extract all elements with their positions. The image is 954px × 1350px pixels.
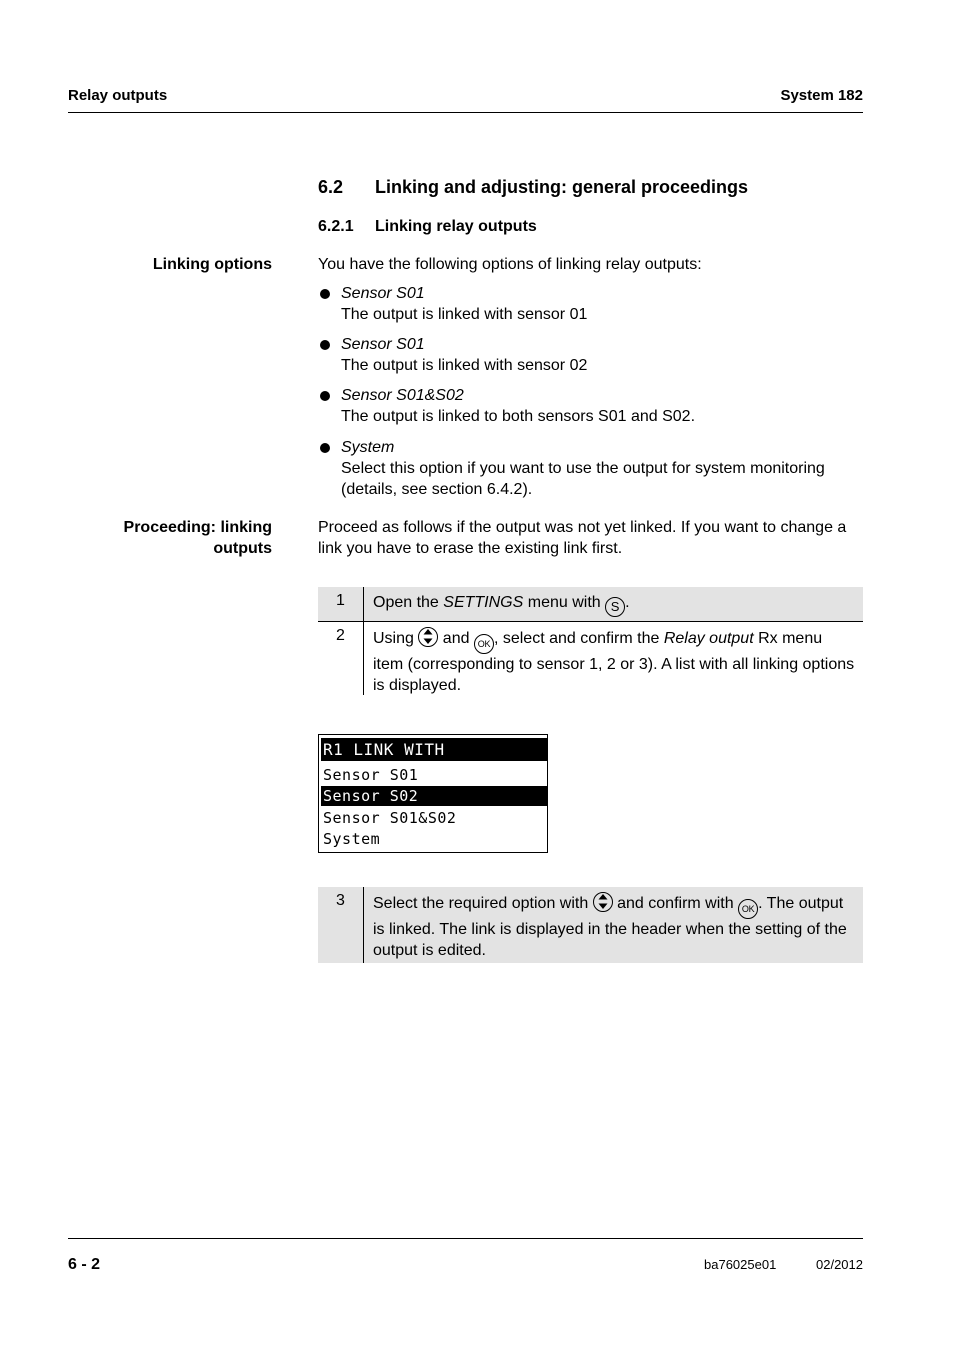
- ok-key-icon: OK: [474, 634, 494, 654]
- section-heading: [318, 177, 748, 198]
- list-item: [318, 283, 863, 325]
- lcd-item: Sensor S01&S02: [323, 809, 457, 827]
- step-text-part: Rx menu item (corresponding to sensor 1, 2 or 3). A list with all linking options is displayed.: [373, 630, 855, 694]
- step-text: [364, 622, 863, 695]
- step-text-part: and confirm with: [612, 895, 739, 912]
- up-down-arrow-key-icon: [418, 627, 438, 647]
- bullet-icon: [320, 443, 330, 453]
- subsection-number: 6.2.1: [318, 218, 354, 235]
- side-heading-proceeding: [124, 517, 272, 559]
- step-number: 3: [318, 887, 364, 963]
- up-down-arrow-key-icon: [593, 892, 613, 912]
- list-item: [318, 385, 863, 427]
- option-name: System: [341, 439, 395, 456]
- side-heading-line: Proceeding: linking: [123, 519, 272, 536]
- lcd-display: [318, 734, 548, 853]
- relay-output-menu-name: Relay output: [663, 630, 754, 647]
- step-number: 2: [318, 622, 364, 695]
- side-heading-linking-options: Linking options: [152, 256, 272, 273]
- lcd-title: R1 LINK WITH: [321, 738, 547, 761]
- step-text: [364, 887, 863, 963]
- step-text-part: .: [625, 594, 630, 611]
- header-rule: [68, 112, 863, 113]
- step-row-1: [318, 587, 863, 622]
- bullet-icon: [320, 340, 330, 350]
- step-row-2: [318, 622, 863, 695]
- bullet-icon: [320, 391, 330, 401]
- bullet-icon: [320, 289, 330, 299]
- step-text-part: menu with: [523, 594, 606, 611]
- option-desc: The output is linked with sensor 01: [341, 306, 588, 323]
- option-desc: Select this option if you want to use the output for system monitoring (details, see section 6.4.2).: [341, 460, 825, 498]
- lcd-item: System: [323, 830, 381, 848]
- subsection-heading: [318, 218, 537, 236]
- proceed-text: Proceed as follows if the output was not yet linked. If you want to change a link you have to erase the existing link first.: [318, 519, 847, 557]
- option-desc: The output is linked to both sensors S01 and S02.: [341, 408, 696, 425]
- option-name: Sensor S01: [341, 285, 425, 302]
- lcd-item-selected: Sensor S02: [321, 786, 547, 806]
- list-item: [318, 437, 863, 500]
- step-text-part: , select and confirm the: [493, 630, 664, 647]
- step-text-part: Select the required option with: [373, 895, 593, 912]
- step-text: [364, 587, 863, 621]
- section-title: Linking and adjusting: general proceedings: [375, 177, 749, 197]
- document-id: ba76025e01: [704, 1257, 777, 1272]
- settings-menu-name: SETTINGS: [443, 594, 524, 611]
- option-name: Sensor S01: [341, 336, 425, 353]
- footer-rule: [68, 1238, 863, 1239]
- header-chapter: Relay outputs: [68, 87, 168, 104]
- option-name: Sensor S01&S02: [341, 387, 464, 404]
- option-desc: The output is linked with sensor 02: [341, 357, 588, 374]
- list-item: [318, 334, 863, 376]
- step-text-part: Using: [373, 630, 419, 647]
- ok-key-icon: OK: [738, 899, 758, 919]
- page-number: 6 - 2: [68, 1256, 101, 1273]
- step-text-part: Open the: [373, 594, 444, 611]
- step-text-part: and: [438, 630, 474, 647]
- document-date: 02/2012: [816, 1257, 863, 1272]
- header-product: System 182: [780, 87, 863, 104]
- step-number: 1: [318, 587, 364, 621]
- side-heading-line: outputs: [213, 540, 272, 557]
- step-text-part: . The output is linked. The link is displayed in the header when the setting of the output is edited.: [373, 895, 847, 959]
- section-number: 6.2: [318, 177, 344, 197]
- intro-text: You have the following options of linking relay outputs:: [318, 256, 702, 273]
- step-row-3: [318, 887, 863, 963]
- s-key-icon: S: [605, 597, 625, 617]
- lcd-item: Sensor S01: [323, 766, 419, 784]
- subsection-title: Linking relay outputs: [375, 218, 537, 235]
